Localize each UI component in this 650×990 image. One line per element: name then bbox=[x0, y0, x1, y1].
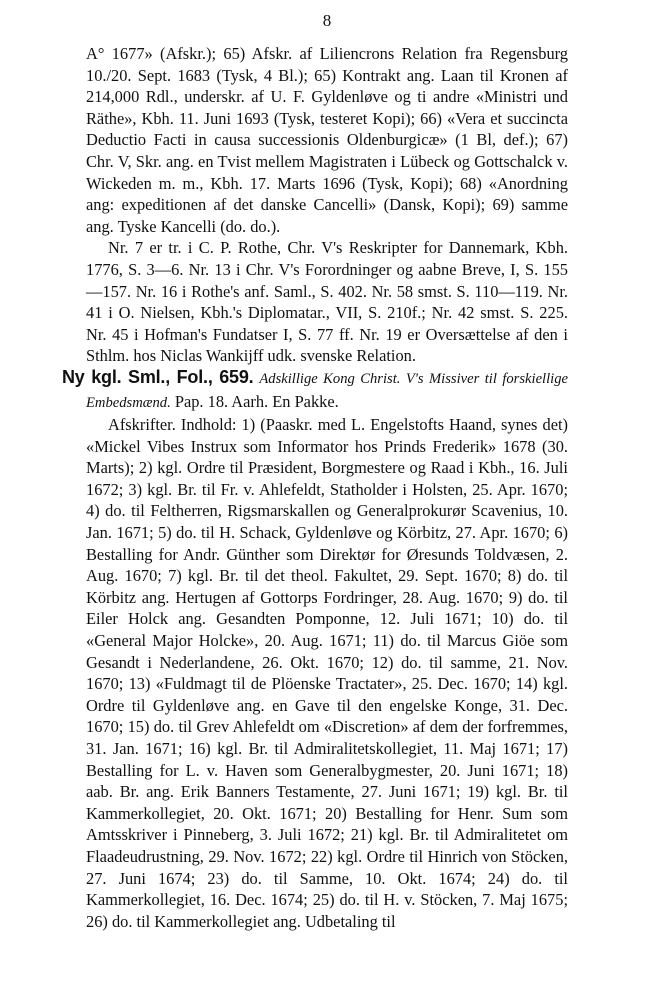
document-page bbox=[62, 0, 568, 990]
paragraph-contents-continued: A° 1677» (Afskr.); 65) Afskr. af Liliencrons Relation fra Regensburg 10./20. Sept. 1683 (Tysk, 4 Bl.); 65) Kontrakt ang. Laan til Kronen af 214,000 Rdl., underskr. af U. F. Gyldenløve og ti andre «Ministri und Räthe», Kbh. 11. Juni 1693 (Tysk, testeret Kopi); 66) «Vera et succincta Deductio Facti in causa successionis Oldenburgicæ» (1 Bl, def.); 67) Chr. V, Skr. ang. en Tvist mellem Magistraten i Lübeck og Gottschalck v. Wickeden m. m., Kbh. 17. Marts 1696 (Tysk, Kopi); 68) «Anordning ang: expeditionen af det danske Cancelli» (Dansk, Kopi); 69) samme ang. Tyske Kancelli (do. do.). bbox=[86, 44, 568, 236]
page-number: 8 bbox=[322, 11, 332, 30]
entry-title: Adskillige Kong Christ. V's Missiver til forskiellige Embedsmænd. bbox=[86, 370, 568, 411]
entry-details: Pap. 18. Aarh. En Pakke. bbox=[174, 391, 339, 411]
paragraph-references: Nr. 7 er tr. i C. P. Rothe, Chr. V's Reskripter for Dannemark, Kbh. 1776, S. 3—6. Nr. 13 i Chr. V's Forordninger og aabne Breve, I, S. 155—157. Nr. 16 i Rothe's anf. Saml., S. 402. Nr. 58 smst. S. 110—119. Nr. 41 i O. Nielsen, Kbh.'s Diplomatar., VII, S. 210f.; Nr. 42 smst. S. 225. Nr. 45 i Hofman's Fundatser I, S. 77 ff. Nr. 19 er Oversættelse af den i Sthlm. hos Niclas Wankijff udk. svenske Relation. bbox=[86, 238, 568, 366]
body-text bbox=[62, 43, 568, 932]
entry-heading: Ny kgl. Sml., Fol., 659. bbox=[62, 366, 254, 387]
paragraph-contents-list: Afskrifter. Indhold: 1) (Paaskr. med L. Engelstofts Haand, synes det) «Mickel Vibes Instrux som Informator hos Prinds Frederik» 1678 (30. Marts); 2) kgl. Ordre til Præsident, Borgmestere og Raad i Kbh., 16. Juli 1672; 3) kgl. Br. til Fr. v. Ahlefeldt, Statholder i Holsten, 25. Apr. 1670; 4) do. til Feltherren, Rigsmarskallen og Generalprokurør Scavenius, 10. Jan. 1671; 5) do. til H. Schack, Gyldenløve og Körbitz, 27. Apr. 1670; 6) Bestalling for Andr. Günther som Direktør for Øresunds Toldvæsen, 2. Aug. 1670; 7) kgl. Br. til det theol. Fakultet, 29. Sept. 1670; 8) do. til Körbitz ang. Hertugen af Gottorps Fordringer, 28. Aug. 1670; 9) do. til Eiler Holck ang. Gesandten Pomponne, 12. Juli 1671; 10) do. til «General Major Holcke», 20. Aug. 1671; 11) do. til Marcus Giöe som Gesandt i Nederlandene, 26. Okt. 1670; 12) do. til samme, 21. Nov. 1670; 13) «Fuldmagt til de Plöenske Tractater», 25. Dec. 1670; 14) kgl. Ordre til Gyldenløve ang. en Gave til den engelske Konge, 31. Dec. 1670; 15) do. til Grev Ahlefeldt om «Discretion» af dem der forfremmes, 31. Jan. 1671; 16) kgl. Br. til Admiralitetskollegiet, 11. Maj 1671; 17) Bestalling for L. v. Haven som Generalbygmester, 20. Juni 1671; 18) aab. Br. ang. Erik Banners Testamente, 27. Juni 1671; 19) kgl. Br. til Kammerkollegiet, 20. Okt. 1671; 20) Bestalling for Henr. Sum som Amtsskriver i Pinneberg, 3. Juli 1672; 21) kgl. Br. til Admiralitetet om Flaadeudrustning, 29. Nov. 1672; 22) kgl. Ordre til Hinrich von Stöcken, 27. Juni 1674; 23) do. til Samme, 10. Okt. 1674; 24) do. til Kammerkollegiet, 16. Dec. 1674; 25) do. til H. v. Stöcken, 7. Maj 1675; 26) do. til Kammerkollegiet ang. Udbetaling til bbox=[86, 415, 568, 931]
entry-header-paragraph bbox=[62, 366, 568, 414]
